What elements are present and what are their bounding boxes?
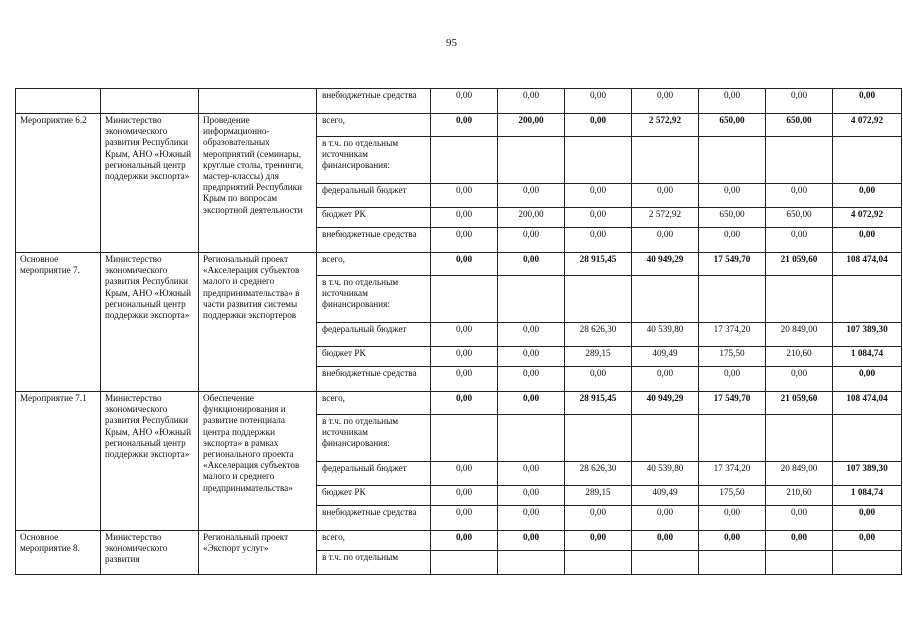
value-cell: 210,60 [766, 347, 833, 367]
value-cell: 28 626,30 [565, 323, 632, 347]
value-cell: 0,00 [632, 228, 699, 253]
value-cell: 0,00 [431, 323, 498, 347]
value-cell: 2 572,92 [632, 208, 699, 228]
value-cell: 0,00 [565, 184, 632, 208]
value-cell: 289,15 [565, 347, 632, 367]
value-cell: 0,00 [565, 506, 632, 531]
value-cell: 409,49 [632, 347, 699, 367]
value-cell: 0,00 [498, 367, 565, 392]
total-value-cell: 4 072,92 [833, 114, 902, 137]
cell-empty [101, 89, 199, 114]
total-value-cell: 4 072,92 [833, 208, 902, 228]
value-cell: 40 539,80 [632, 462, 699, 486]
value-cell: 0,00 [632, 367, 699, 392]
value-cell: 0,00 [766, 506, 833, 531]
value-cell: 0,00 [498, 392, 565, 415]
value-cell [565, 137, 632, 184]
executor-cell: Министерство экономического развития Республики Крым, АНО «Южный региональный центр поддержки экспорта» [101, 392, 199, 531]
total-value-cell: 0,00 [833, 367, 902, 392]
value-cell [833, 551, 902, 575]
value-cell: 0,00 [498, 184, 565, 208]
total-value-cell: 1 084,74 [833, 486, 902, 506]
value-cell: 0,00 [632, 89, 699, 114]
value-cell: 0,00 [498, 228, 565, 253]
value-cell [699, 137, 766, 184]
value-cell: 210,60 [766, 486, 833, 506]
value-cell: 200,00 [498, 208, 565, 228]
total-value-cell: 107 389,30 [833, 323, 902, 347]
value-cell: 650,00 [699, 208, 766, 228]
funding-source-cell: в т.ч. по отдельным [317, 551, 431, 575]
value-cell: 289,15 [565, 486, 632, 506]
total-value-cell: 108 474,04 [833, 392, 902, 415]
funding-source-cell: внебюджетные средства [317, 506, 431, 531]
cell-empty [199, 89, 317, 114]
value-cell: 0,00 [699, 89, 766, 114]
value-cell: 0,00 [699, 531, 766, 551]
funding-source-cell: внебюджетные средства [317, 228, 431, 253]
activity-name-cell: Мероприятие 7.1 [16, 392, 101, 531]
value-cell: 650,00 [766, 208, 833, 228]
value-cell: 40 539,80 [632, 323, 699, 347]
funding-source-cell: в т.ч. по отдельным источникам финансирования: [317, 137, 431, 184]
value-cell [699, 276, 766, 323]
value-cell: 0,00 [431, 392, 498, 415]
value-cell: 0,00 [766, 89, 833, 114]
value-cell [632, 276, 699, 323]
value-cell: 0,00 [498, 347, 565, 367]
value-cell: 0,00 [565, 367, 632, 392]
value-cell [833, 415, 902, 462]
funding-source-cell: в т.ч. по отдельным источникам финансирования: [317, 415, 431, 462]
value-cell: 17 549,70 [699, 392, 766, 415]
funding-source-cell: всего, [317, 531, 431, 551]
value-cell: 0,00 [565, 114, 632, 137]
value-cell: 0,00 [498, 253, 565, 276]
value-cell: 0,00 [766, 367, 833, 392]
value-cell [431, 551, 498, 575]
funding-source-cell: в т.ч. по отдельным источникам финансирования: [317, 276, 431, 323]
value-cell: 0,00 [431, 347, 498, 367]
total-value-cell: 0,00 [833, 89, 902, 114]
total-value-cell: 0,00 [833, 531, 902, 551]
value-cell: 21 059,60 [766, 253, 833, 276]
page-number: 95 [446, 37, 457, 49]
value-cell: 0,00 [565, 89, 632, 114]
value-cell: 409,49 [632, 486, 699, 506]
value-cell: 175,50 [699, 486, 766, 506]
value-cell: 28 915,45 [565, 392, 632, 415]
activity-name-cell: Основное мероприятие 7. [16, 253, 101, 392]
value-cell: 2 572,92 [632, 114, 699, 137]
value-cell: 0,00 [431, 89, 498, 114]
funding-source-cell: внебюджетные средства [317, 89, 431, 114]
value-cell: 0,00 [498, 486, 565, 506]
value-cell: 0,00 [431, 531, 498, 551]
value-cell [699, 415, 766, 462]
value-cell [565, 276, 632, 323]
funding-source-cell: федеральный бюджет [317, 462, 431, 486]
value-cell: 28 915,45 [565, 253, 632, 276]
value-cell: 0,00 [699, 228, 766, 253]
activity-name-cell: Основное мероприятие 8. [16, 531, 101, 575]
value-cell: 0,00 [766, 531, 833, 551]
value-cell: 0,00 [498, 462, 565, 486]
value-cell: 0,00 [699, 367, 766, 392]
value-cell [766, 137, 833, 184]
value-cell [565, 551, 632, 575]
value-cell: 40 949,29 [632, 253, 699, 276]
total-value-cell: 1 084,74 [833, 347, 902, 367]
value-cell [632, 551, 699, 575]
value-cell: 0,00 [431, 184, 498, 208]
cell-empty [16, 89, 101, 114]
value-cell: 0,00 [431, 486, 498, 506]
value-cell: 0,00 [431, 367, 498, 392]
value-cell: 0,00 [431, 228, 498, 253]
value-cell: 0,00 [431, 462, 498, 486]
value-cell: 0,00 [498, 89, 565, 114]
funding-source-cell: внебюджетные средства [317, 367, 431, 392]
value-cell: 200,00 [498, 114, 565, 137]
value-cell [431, 415, 498, 462]
value-cell: 0,00 [565, 531, 632, 551]
value-cell: 0,00 [498, 506, 565, 531]
value-cell: 17 549,70 [699, 253, 766, 276]
value-cell [565, 415, 632, 462]
value-cell: 0,00 [766, 228, 833, 253]
value-cell [431, 137, 498, 184]
value-cell [632, 137, 699, 184]
value-cell: 0,00 [498, 531, 565, 551]
total-value-cell: 0,00 [833, 228, 902, 253]
value-cell: 0,00 [431, 114, 498, 137]
value-cell: 17 374,20 [699, 323, 766, 347]
funding-source-cell: всего, [317, 253, 431, 276]
value-cell: 21 059,60 [766, 392, 833, 415]
value-cell: 0,00 [431, 506, 498, 531]
value-cell [833, 276, 902, 323]
value-cell: 0,00 [699, 184, 766, 208]
value-cell: 0,00 [498, 323, 565, 347]
table-row [16, 531, 902, 551]
total-value-cell: 107 389,30 [833, 462, 902, 486]
value-cell [498, 276, 565, 323]
value-cell [699, 551, 766, 575]
value-cell: 20 849,00 [766, 323, 833, 347]
value-cell [833, 137, 902, 184]
funding-source-cell: всего, [317, 392, 431, 415]
value-cell: 17 374,20 [699, 462, 766, 486]
value-cell: 0,00 [766, 184, 833, 208]
value-cell: 0,00 [565, 228, 632, 253]
financing-table [15, 88, 902, 575]
value-cell [498, 137, 565, 184]
executor-cell: Министерство экономического развития Республики Крым, АНО «Южный региональный центр поддержки экспорта» [101, 114, 199, 253]
activity-name-cell: Мероприятие 6.2 [16, 114, 101, 253]
executor-cell: Министерство экономического развития Республики Крым, АНО «Южный региональный центр поддержки экспорта» [101, 253, 199, 392]
value-cell: 0,00 [699, 506, 766, 531]
value-cell [766, 415, 833, 462]
total-value-cell: 0,00 [833, 184, 902, 208]
funding-source-cell: бюджет РК [317, 486, 431, 506]
table-row [16, 114, 902, 137]
funding-source-cell: всего, [317, 114, 431, 137]
value-cell [498, 551, 565, 575]
value-cell: 0,00 [431, 208, 498, 228]
description-cell: Проведение информационно-образовательных мероприятий (семинары, круглые столы, тренинги, мастер-классы) для предприятий Республики Крым по вопросам экспортной деятельности [199, 114, 317, 253]
total-value-cell: 0,00 [833, 506, 902, 531]
value-cell: 0,00 [565, 208, 632, 228]
description-cell: Обеспечение функционирования и развитие потенциала центра поддержки экспорта» в рамках регионального проекта «Акселерация субъектов малого и среднего предпринимательства» [199, 392, 317, 531]
value-cell [431, 276, 498, 323]
table-row [16, 253, 902, 276]
value-cell [766, 551, 833, 575]
value-cell: 0,00 [632, 184, 699, 208]
value-cell: 650,00 [699, 114, 766, 137]
funding-source-cell: федеральный бюджет [317, 323, 431, 347]
value-cell: 40 949,29 [632, 392, 699, 415]
value-cell: 20 849,00 [766, 462, 833, 486]
funding-source-cell: бюджет РК [317, 208, 431, 228]
value-cell: 175,50 [699, 347, 766, 367]
table-row [16, 89, 902, 114]
table-row [16, 392, 902, 415]
value-cell [766, 276, 833, 323]
description-cell: Региональный проект «Экспорт услуг» [199, 531, 317, 575]
funding-source-cell: федеральный бюджет [317, 184, 431, 208]
executor-cell: Министерство экономического развития [101, 531, 199, 575]
value-cell: 0,00 [431, 253, 498, 276]
value-cell [498, 415, 565, 462]
description-cell: Региональный проект «Акселерация субъектов малого и среднего предпринимательства» в части развития системы поддержки экспортеров [199, 253, 317, 392]
total-value-cell: 108 474,04 [833, 253, 902, 276]
value-cell [632, 415, 699, 462]
value-cell: 650,00 [766, 114, 833, 137]
value-cell: 0,00 [632, 531, 699, 551]
value-cell: 0,00 [632, 506, 699, 531]
funding-source-cell: бюджет РК [317, 347, 431, 367]
value-cell: 28 626,30 [565, 462, 632, 486]
